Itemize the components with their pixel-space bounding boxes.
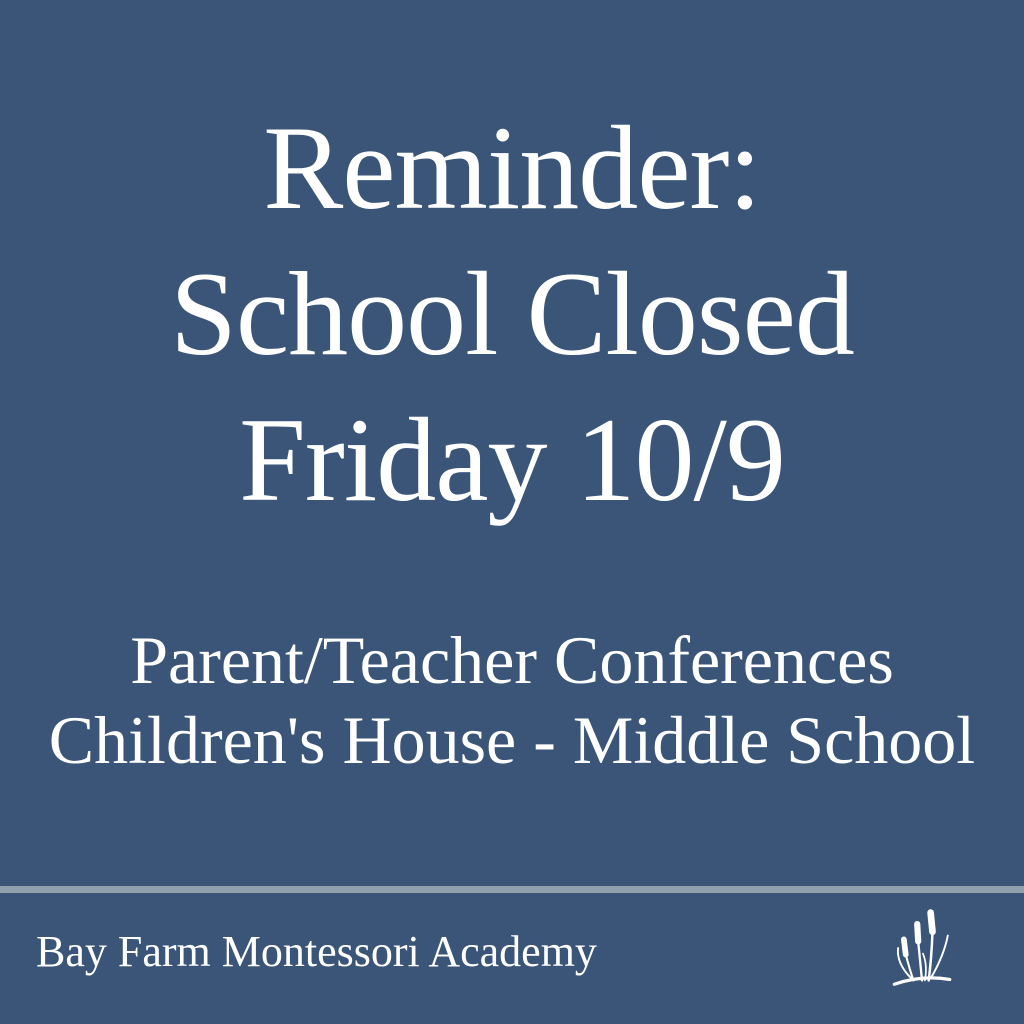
- title-line-1: Reminder:: [263, 101, 761, 234]
- cattails-icon: [886, 904, 958, 990]
- subtitle-line-1: Parent/Teacher Conferences: [130, 622, 894, 698]
- organization-name: Bay Farm Montessori Academy: [36, 927, 597, 976]
- title-line-2: School Closed: [170, 247, 854, 380]
- poster-subtitle: [0, 620, 1024, 780]
- title-line-3: Friday 10/9: [239, 393, 785, 526]
- poster-title: [0, 95, 1024, 533]
- subtitle-line-2: Children's House - Middle School: [48, 702, 976, 778]
- divider-line: [0, 886, 1024, 893]
